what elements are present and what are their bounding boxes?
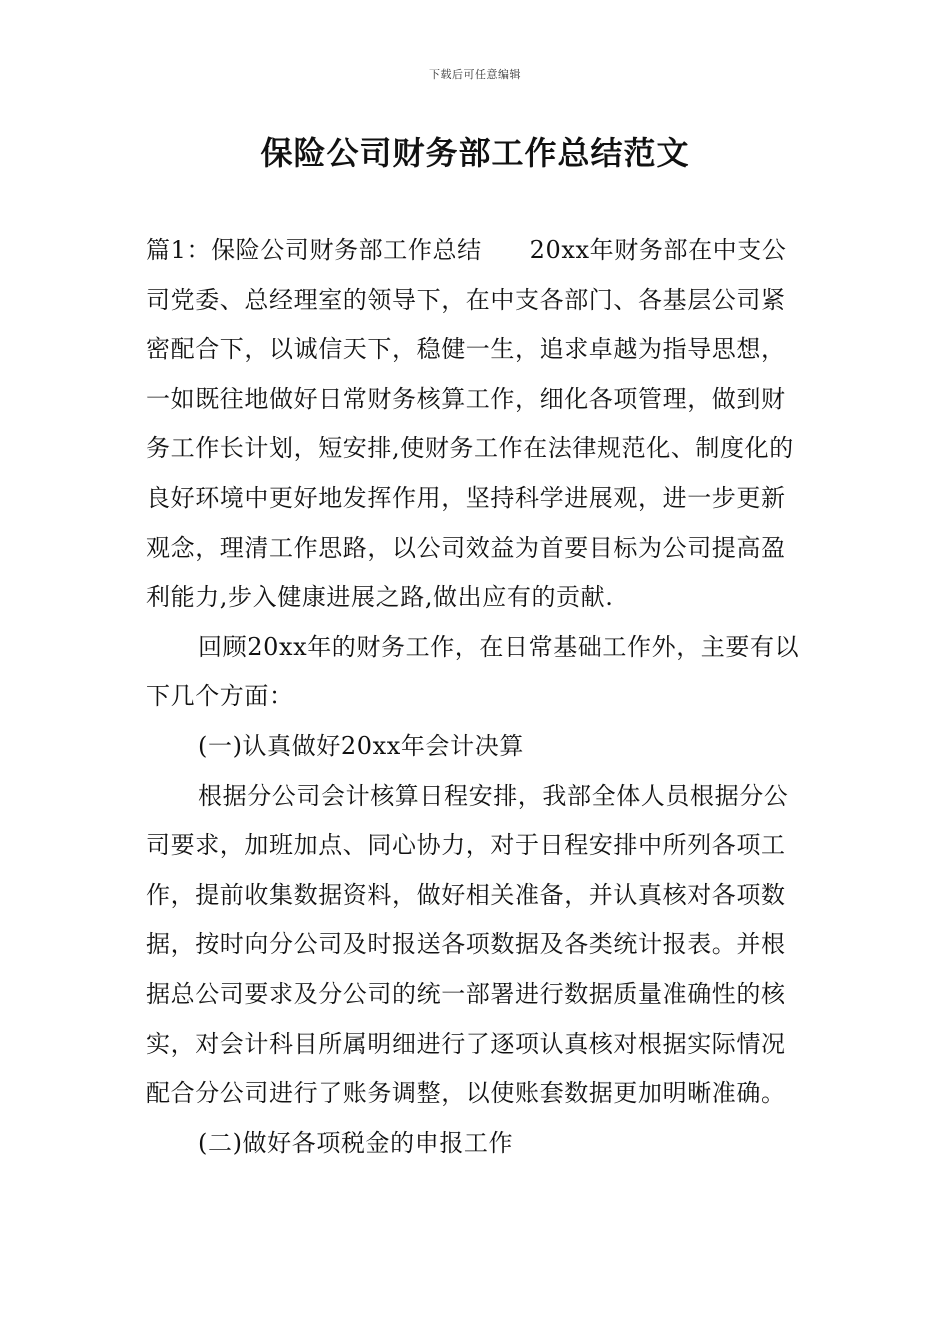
document-title: 保险公司财务部工作总结范文 <box>260 134 690 172</box>
document-body <box>146 226 806 1168</box>
section-heading-2: (二)做好各项税金的申报工作 <box>198 1128 514 1157</box>
header-note: 下载后可任意编辑 <box>429 68 521 81</box>
paragraph-intro <box>146 226 806 623</box>
paragraph-review: 回顾20xx年的财务工作，在日常基础工作外，主要有以下几个方面： <box>146 632 800 711</box>
paragraph-lead: 篇1：保险公司财务部工作总结 <box>146 236 482 264</box>
paragraph-text: 20xx年财务部在中支公司党委、总经理室的领导下，在中支各部门、各基层公司紧密配合下，以诚信天下，稳健一生，追求卓越为指导思想，一如既往地做好日常财务核算工作，细化各项管理，做到财务工作长计划，短安排,使财务工作在法律规范化、制度化的良好环境中更好地发挥作用，坚持科学进展观，进一步更新观念，理清工作思路，以公司效益为首要目标为公司提高盈利能力,步入健康进展之路,做出应有的贡献. <box>146 236 794 612</box>
section-heading-1: (一)认真做好20xx年会计决算 <box>198 731 524 760</box>
paragraph-section-1: 根据分公司会计核算日程安排，我部全体人员根据分公司要求，加班加点、同心协力，对于日程安排中所列各项工作，提前收集数据资料，做好相关准备，并认真核对各项数据，按时向分公司及时报送各项数据及各类统计报表。并根据总公司要求及分公司的统一部署进行数据质量准确性的核实，对会计科目所属明细进行了逐项认真核对根据实际情况配合分公司进行了账务调整，以使账套数据更加明晰准确。 <box>146 781 789 1108</box>
